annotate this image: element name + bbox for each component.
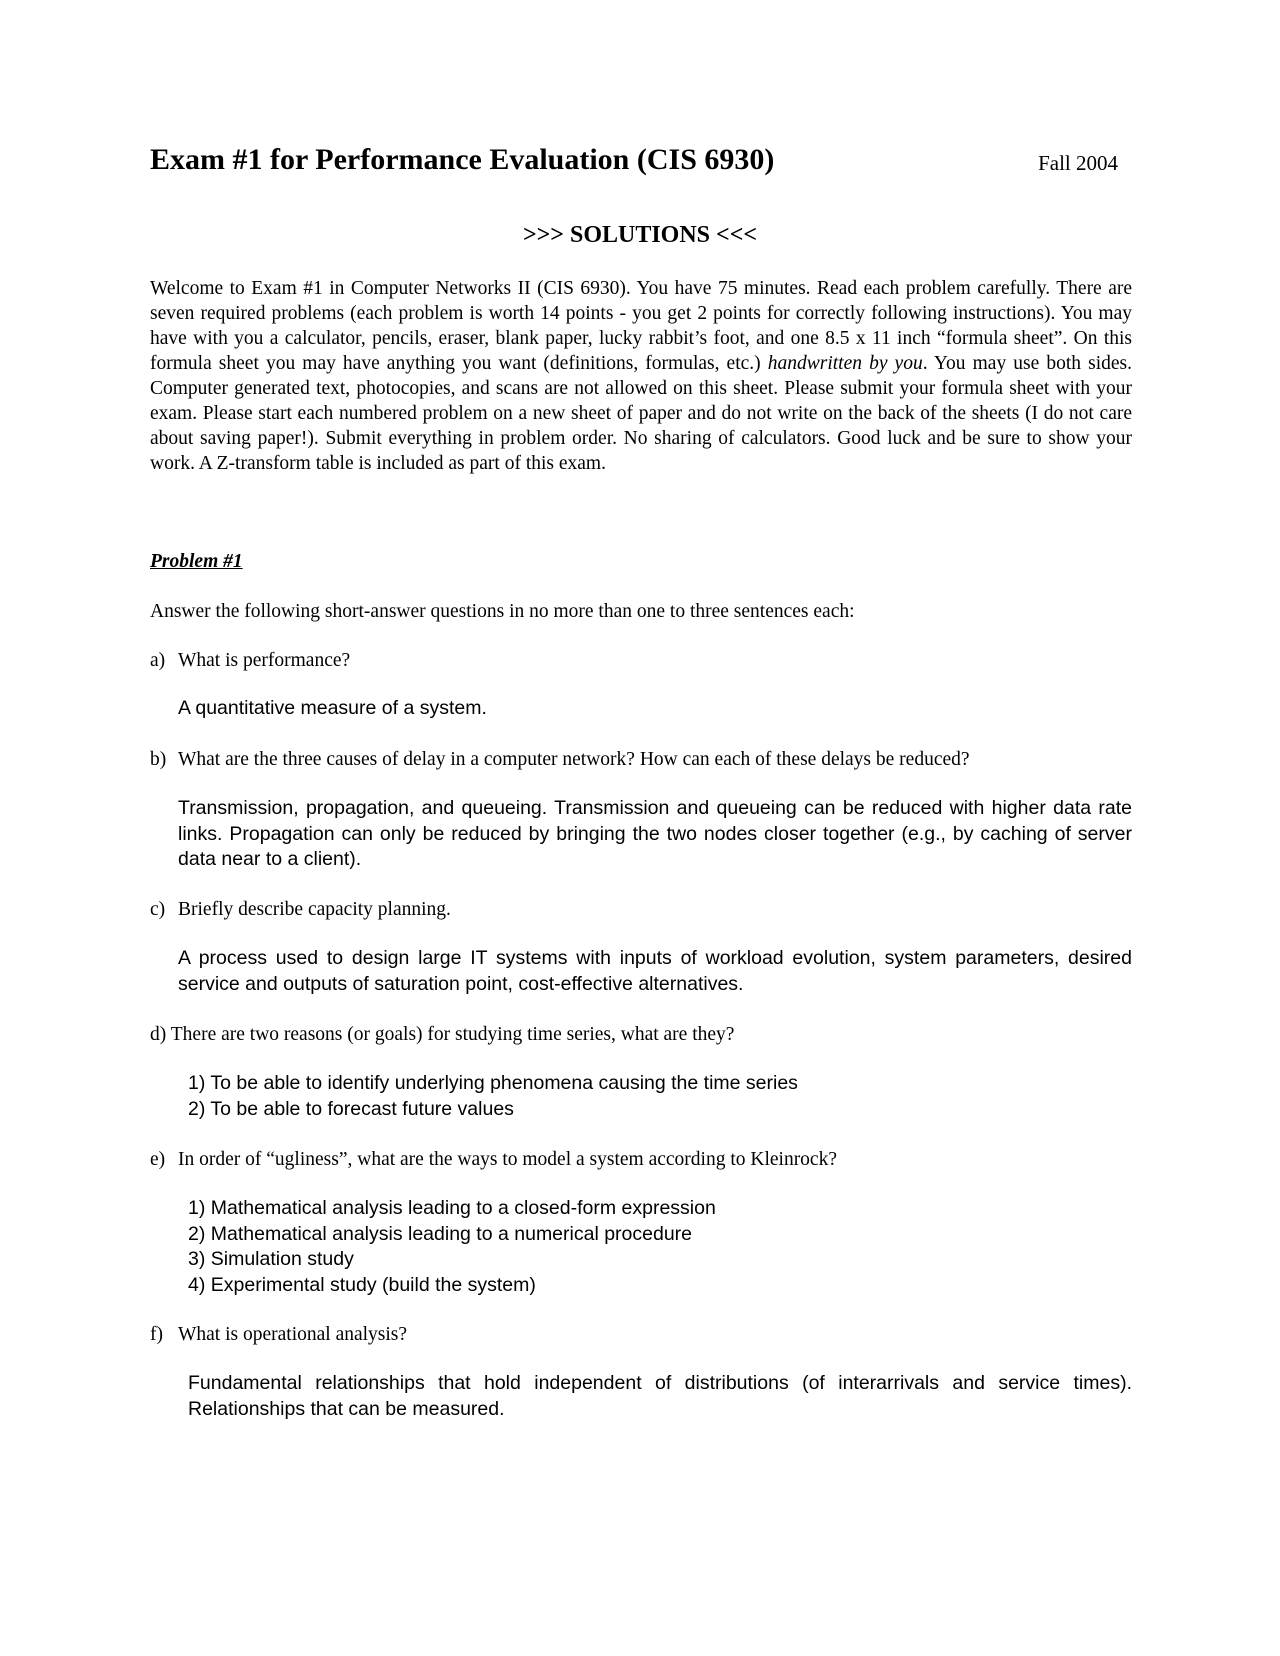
- answer-e-item-4: 4) Experimental study (build the system): [188, 1273, 536, 1296]
- answer-a: A quantitative measure of a system.: [178, 697, 487, 719]
- question-f-label: f): [150, 1324, 163, 1345]
- answer-d-item-2: 2) To be able to forecast future values: [188, 1097, 514, 1120]
- question-d: d) There are two reasons (or goals) for studying time series, what are they?: [150, 1024, 735, 1045]
- instructions-text-1: Welcome to Exam #1 in Computer Networks II (CIS 6930). You have 75 minutes. Read each problem carefully. There are seven required problems (each problem is worth 14 points - you get 2 points for correctly following instructions). You may have with you a calculator, pencils, eraser, blank paper, lucky rabbit’s foot, and one 8.5 x 11 inch “formula sheet”. On this formula sheet you may have anything you want (definitions, formulas, etc.): [150, 278, 1132, 374]
- problem-lead: Answer the following short-answer questions in no more than one to three sentences each:: [150, 601, 855, 622]
- question-b: [150, 749, 970, 771]
- question-f-text: What is operational analysis?: [178, 1324, 408, 1345]
- question-e-label: e): [150, 1149, 166, 1170]
- answer-d: [188, 1071, 1132, 1122]
- question-e-text: In order of “ugliness”, what are the ways to model a system according to Kleinrock?: [178, 1149, 837, 1170]
- instructions-emphasis: handwritten by you: [767, 353, 923, 374]
- answer-c: A process used to design large IT systems with inputs of workload evolution, system parameters, desired service and outputs of saturation point, cost-effective alternatives.: [178, 947, 1132, 995]
- question-f: [150, 1324, 407, 1346]
- question-a: [150, 650, 350, 672]
- question-e: [150, 1149, 837, 1171]
- answer-f: Fundamental relationships that hold independent of distributions (of interarrivals and service times). Relationships that can be measured.: [188, 1372, 1132, 1420]
- solutions-banner: >>> SOLUTIONS <<<: [522, 222, 758, 248]
- question-b-label: b): [150, 749, 167, 770]
- answer-e: [188, 1196, 1132, 1298]
- instructions-paragraph: [150, 276, 1132, 476]
- question-a-label: a): [150, 650, 166, 671]
- problem-heading: Problem #1: [150, 551, 243, 572]
- page-title: Exam #1 for Performance Evaluation (CIS 6930): [150, 143, 775, 176]
- answer-e-item-1: 1) Mathematical analysis leading to a closed-form expression: [188, 1197, 716, 1219]
- answer-e-item-2: 2) Mathematical analysis leading to a numerical procedure: [188, 1222, 693, 1245]
- term-label: Fall 2004: [1038, 151, 1118, 175]
- question-b-text: What are the three causes of delay in a computer network? How can each of these delays be reduced?: [178, 749, 970, 770]
- answer-e-item-3: 3) Simulation study: [188, 1248, 354, 1270]
- question-c-label: c): [150, 899, 166, 920]
- answer-b: Transmission, propagation, and queueing. Transmission and queueing can be reduced with higher data rate links. Propagation can only be reduced by bringing the two nodes closer together (e.g., by caching of server data near to a client).: [178, 797, 1132, 870]
- instructions-text-2: . You may use both sides. Computer generated text, photocopies, and scans are not allowed on this sheet. Please submit your formula sheet with your exam. Please start each numbered problem on a new sheet of paper and do not write on the back of the sheets (I do not care about saving paper!). Submit everything in problem order. No sharing of calculators. Good luck and be sure to show your work. A Z-transform table is included as part of this exam.: [150, 353, 1132, 474]
- question-c: [150, 899, 451, 921]
- question-a-text: What is performance?: [178, 650, 351, 671]
- question-c-text: Briefly describe capacity planning.: [178, 899, 451, 920]
- answer-d-item-1: 1) To be able to identify underlying phenomena causing the time series: [188, 1072, 798, 1094]
